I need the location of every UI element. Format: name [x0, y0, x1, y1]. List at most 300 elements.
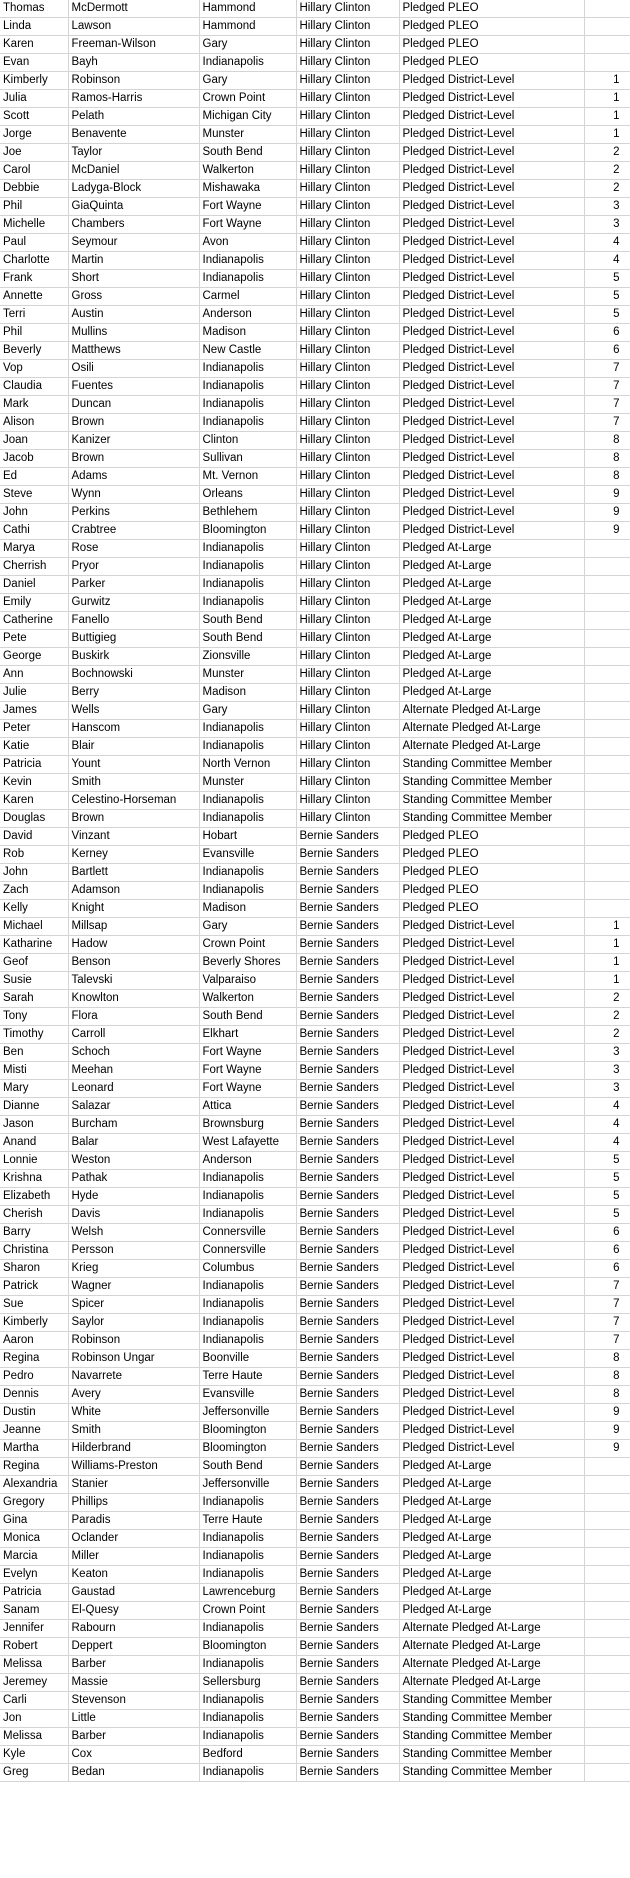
first-name-cell[interactable]: Geof	[0, 954, 68, 972]
last-name-cell[interactable]: Kanizer	[68, 432, 199, 450]
delegate-type-cell[interactable]: Pledged District-Level	[399, 108, 584, 126]
city-cell[interactable]: Connersville	[199, 1224, 296, 1242]
last-name-cell[interactable]: Martin	[68, 252, 199, 270]
city-cell[interactable]: South Bend	[199, 1458, 296, 1476]
delegate-type-cell[interactable]: Pledged District-Level	[399, 360, 584, 378]
candidate-cell[interactable]: Bernie Sanders	[296, 1260, 399, 1278]
city-cell[interactable]: Bloomington	[199, 1422, 296, 1440]
last-name-cell[interactable]: Wagner	[68, 1278, 199, 1296]
delegate-type-cell[interactable]: Pledged District-Level	[399, 1116, 584, 1134]
delegate-type-cell[interactable]: Alternate Pledged At-Large	[399, 1674, 584, 1692]
city-cell[interactable]: Crown Point	[199, 936, 296, 954]
last-name-cell[interactable]: Ramos-Harris	[68, 90, 199, 108]
district-cell[interactable]	[584, 900, 630, 918]
candidate-cell[interactable]: Hillary Clinton	[296, 324, 399, 342]
delegate-type-cell[interactable]: Pledged At-Large	[399, 1530, 584, 1548]
district-cell[interactable]: 3	[584, 1080, 630, 1098]
district-cell[interactable]: 1	[584, 72, 630, 90]
last-name-cell[interactable]: Keaton	[68, 1566, 199, 1584]
delegate-type-cell[interactable]: Pledged At-Large	[399, 1512, 584, 1530]
delegate-type-cell[interactable]: Pledged At-Large	[399, 1548, 584, 1566]
candidate-cell[interactable]: Bernie Sanders	[296, 900, 399, 918]
city-cell[interactable]: Crown Point	[199, 90, 296, 108]
delegate-type-cell[interactable]: Pledged At-Large	[399, 1494, 584, 1512]
district-cell[interactable]	[584, 774, 630, 792]
candidate-cell[interactable]: Bernie Sanders	[296, 1278, 399, 1296]
delegate-type-cell[interactable]: Pledged District-Level	[399, 216, 584, 234]
candidate-cell[interactable]: Hillary Clinton	[296, 36, 399, 54]
city-cell[interactable]: Indianapolis	[199, 1620, 296, 1638]
delegate-type-cell[interactable]: Pledged District-Level	[399, 324, 584, 342]
city-cell[interactable]: Sellersburg	[199, 1674, 296, 1692]
city-cell[interactable]: Indianapolis	[199, 54, 296, 72]
delegate-type-cell[interactable]: Alternate Pledged At-Large	[399, 1620, 584, 1638]
city-cell[interactable]: Munster	[199, 126, 296, 144]
candidate-cell[interactable]: Bernie Sanders	[296, 1674, 399, 1692]
city-cell[interactable]: Indianapolis	[199, 720, 296, 738]
city-cell[interactable]: Indianapolis	[199, 1494, 296, 1512]
district-cell[interactable]	[584, 1566, 630, 1584]
city-cell[interactable]: Gary	[199, 918, 296, 936]
delegate-type-cell[interactable]: Pledged District-Level	[399, 1188, 584, 1206]
first-name-cell[interactable]: Krishna	[0, 1170, 68, 1188]
city-cell[interactable]: Bedford	[199, 1746, 296, 1764]
candidate-cell[interactable]: Hillary Clinton	[296, 234, 399, 252]
last-name-cell[interactable]: Adamson	[68, 882, 199, 900]
last-name-cell[interactable]: Carroll	[68, 1026, 199, 1044]
candidate-cell[interactable]: Hillary Clinton	[296, 792, 399, 810]
last-name-cell[interactable]: Fanello	[68, 612, 199, 630]
city-cell[interactable]: Bloomington	[199, 1440, 296, 1458]
candidate-cell[interactable]: Bernie Sanders	[296, 1692, 399, 1710]
city-cell[interactable]: Jeffersonville	[199, 1404, 296, 1422]
delegate-type-cell[interactable]: Standing Committee Member	[399, 1728, 584, 1746]
delegate-type-cell[interactable]: Pledged District-Level	[399, 1044, 584, 1062]
first-name-cell[interactable]: Charlotte	[0, 252, 68, 270]
city-cell[interactable]: Zionsville	[199, 648, 296, 666]
district-cell[interactable]	[584, 792, 630, 810]
delegate-type-cell[interactable]: Pledged PLEO	[399, 846, 584, 864]
delegate-type-cell[interactable]: Pledged District-Level	[399, 1170, 584, 1188]
first-name-cell[interactable]: Evelyn	[0, 1566, 68, 1584]
first-name-cell[interactable]: Kevin	[0, 774, 68, 792]
last-name-cell[interactable]: Avery	[68, 1386, 199, 1404]
district-cell[interactable]: 1	[584, 972, 630, 990]
delegate-type-cell[interactable]: Pledged District-Level	[399, 450, 584, 468]
last-name-cell[interactable]: Matthews	[68, 342, 199, 360]
city-cell[interactable]: Indianapolis	[199, 864, 296, 882]
last-name-cell[interactable]: Pelath	[68, 108, 199, 126]
first-name-cell[interactable]: Jorge	[0, 126, 68, 144]
last-name-cell[interactable]: Persson	[68, 1242, 199, 1260]
delegate-type-cell[interactable]: Pledged District-Level	[399, 72, 584, 90]
district-cell[interactable]: 6	[584, 1242, 630, 1260]
candidate-cell[interactable]: Hillary Clinton	[296, 126, 399, 144]
district-cell[interactable]	[584, 1494, 630, 1512]
city-cell[interactable]: Indianapolis	[199, 1170, 296, 1188]
city-cell[interactable]: West Lafayette	[199, 1134, 296, 1152]
first-name-cell[interactable]: Zach	[0, 882, 68, 900]
delegate-type-cell[interactable]: Pledged District-Level	[399, 396, 584, 414]
city-cell[interactable]: Columbus	[199, 1260, 296, 1278]
first-name-cell[interactable]: Kimberly	[0, 72, 68, 90]
first-name-cell[interactable]: Jeremey	[0, 1674, 68, 1692]
candidate-cell[interactable]: Bernie Sanders	[296, 1314, 399, 1332]
district-cell[interactable]: 5	[584, 1152, 630, 1170]
candidate-cell[interactable]: Hillary Clinton	[296, 450, 399, 468]
delegate-type-cell[interactable]: Pledged District-Level	[399, 378, 584, 396]
last-name-cell[interactable]: Leonard	[68, 1080, 199, 1098]
last-name-cell[interactable]: Balar	[68, 1134, 199, 1152]
city-cell[interactable]: Mishawaka	[199, 180, 296, 198]
candidate-cell[interactable]: Bernie Sanders	[296, 1206, 399, 1224]
city-cell[interactable]: New Castle	[199, 342, 296, 360]
first-name-cell[interactable]: Marcia	[0, 1548, 68, 1566]
delegate-type-cell[interactable]: Pledged District-Level	[399, 522, 584, 540]
last-name-cell[interactable]: Robinson	[68, 72, 199, 90]
delegate-type-cell[interactable]: Pledged District-Level	[399, 1026, 584, 1044]
district-cell[interactable]: 2	[584, 1008, 630, 1026]
delegate-type-cell[interactable]: Pledged PLEO	[399, 54, 584, 72]
city-cell[interactable]: Gary	[199, 72, 296, 90]
candidate-cell[interactable]: Hillary Clinton	[296, 288, 399, 306]
candidate-cell[interactable]: Hillary Clinton	[296, 54, 399, 72]
district-cell[interactable]: 5	[584, 270, 630, 288]
first-name-cell[interactable]: Kyle	[0, 1746, 68, 1764]
delegate-type-cell[interactable]: Standing Committee Member	[399, 774, 584, 792]
last-name-cell[interactable]: McDaniel	[68, 162, 199, 180]
district-cell[interactable]	[584, 594, 630, 612]
district-cell[interactable]: 3	[584, 216, 630, 234]
last-name-cell[interactable]: Osili	[68, 360, 199, 378]
delegate-type-cell[interactable]: Pledged At-Large	[399, 576, 584, 594]
candidate-cell[interactable]: Hillary Clinton	[296, 0, 399, 18]
last-name-cell[interactable]: Buttigieg	[68, 630, 199, 648]
candidate-cell[interactable]: Bernie Sanders	[296, 1548, 399, 1566]
first-name-cell[interactable]: George	[0, 648, 68, 666]
district-cell[interactable]: 7	[584, 396, 630, 414]
district-cell[interactable]	[584, 54, 630, 72]
delegate-type-cell[interactable]: Pledged PLEO	[399, 18, 584, 36]
last-name-cell[interactable]: Taylor	[68, 144, 199, 162]
first-name-cell[interactable]: Daniel	[0, 576, 68, 594]
candidate-cell[interactable]: Hillary Clinton	[296, 252, 399, 270]
last-name-cell[interactable]: Smith	[68, 774, 199, 792]
last-name-cell[interactable]: Robinson Ungar	[68, 1350, 199, 1368]
district-cell[interactable]	[584, 720, 630, 738]
first-name-cell[interactable]: Emily	[0, 594, 68, 612]
delegate-type-cell[interactable]: Pledged PLEO	[399, 36, 584, 54]
district-cell[interactable]: 6	[584, 1224, 630, 1242]
district-cell[interactable]	[584, 1620, 630, 1638]
last-name-cell[interactable]: Bochnowski	[68, 666, 199, 684]
last-name-cell[interactable]: GiaQuinta	[68, 198, 199, 216]
district-cell[interactable]	[584, 1638, 630, 1656]
district-cell[interactable]: 7	[584, 378, 630, 396]
district-cell[interactable]: 8	[584, 432, 630, 450]
district-cell[interactable]	[584, 882, 630, 900]
candidate-cell[interactable]: Hillary Clinton	[296, 666, 399, 684]
last-name-cell[interactable]: Perkins	[68, 504, 199, 522]
city-cell[interactable]: Orleans	[199, 486, 296, 504]
last-name-cell[interactable]: Cox	[68, 1746, 199, 1764]
candidate-cell[interactable]: Hillary Clinton	[296, 414, 399, 432]
candidate-cell[interactable]: Bernie Sanders	[296, 972, 399, 990]
delegate-type-cell[interactable]: Pledged District-Level	[399, 1422, 584, 1440]
delegate-type-cell[interactable]: Standing Committee Member	[399, 1764, 584, 1782]
city-cell[interactable]: Indianapolis	[199, 558, 296, 576]
district-cell[interactable]: 3	[584, 198, 630, 216]
district-cell[interactable]	[584, 612, 630, 630]
last-name-cell[interactable]: Hadow	[68, 936, 199, 954]
delegate-type-cell[interactable]: Pledged At-Large	[399, 1458, 584, 1476]
candidate-cell[interactable]: Bernie Sanders	[296, 1044, 399, 1062]
city-cell[interactable]: Indianapolis	[199, 378, 296, 396]
first-name-cell[interactable]: Dennis	[0, 1386, 68, 1404]
candidate-cell[interactable]: Hillary Clinton	[296, 648, 399, 666]
district-cell[interactable]: 7	[584, 1296, 630, 1314]
delegate-type-cell[interactable]: Pledged At-Large	[399, 1602, 584, 1620]
district-cell[interactable]: 2	[584, 990, 630, 1008]
district-cell[interactable]: 8	[584, 468, 630, 486]
last-name-cell[interactable]: Stanier	[68, 1476, 199, 1494]
delegate-type-cell[interactable]: Pledged At-Large	[399, 1476, 584, 1494]
candidate-cell[interactable]: Bernie Sanders	[296, 936, 399, 954]
first-name-cell[interactable]: Gregory	[0, 1494, 68, 1512]
first-name-cell[interactable]: Thomas	[0, 0, 68, 18]
city-cell[interactable]: Connersville	[199, 1242, 296, 1260]
city-cell[interactable]: Indianapolis	[199, 1728, 296, 1746]
candidate-cell[interactable]: Bernie Sanders	[296, 828, 399, 846]
first-name-cell[interactable]: Sharon	[0, 1260, 68, 1278]
first-name-cell[interactable]: Frank	[0, 270, 68, 288]
delegate-type-cell[interactable]: Pledged District-Level	[399, 144, 584, 162]
district-cell[interactable]: 1	[584, 954, 630, 972]
candidate-cell[interactable]: Hillary Clinton	[296, 216, 399, 234]
district-cell[interactable]	[584, 1476, 630, 1494]
candidate-cell[interactable]: Bernie Sanders	[296, 1728, 399, 1746]
district-cell[interactable]: 2	[584, 180, 630, 198]
candidate-cell[interactable]: Bernie Sanders	[296, 1566, 399, 1584]
last-name-cell[interactable]: Talevski	[68, 972, 199, 990]
first-name-cell[interactable]: John	[0, 504, 68, 522]
city-cell[interactable]: Jeffersonville	[199, 1476, 296, 1494]
first-name-cell[interactable]: Vop	[0, 360, 68, 378]
last-name-cell[interactable]: Flora	[68, 1008, 199, 1026]
first-name-cell[interactable]: Melissa	[0, 1656, 68, 1674]
first-name-cell[interactable]: Cherish	[0, 1206, 68, 1224]
first-name-cell[interactable]: Regina	[0, 1350, 68, 1368]
first-name-cell[interactable]: Jennifer	[0, 1620, 68, 1638]
city-cell[interactable]: Indianapolis	[199, 576, 296, 594]
last-name-cell[interactable]: Bedan	[68, 1764, 199, 1782]
city-cell[interactable]: Indianapolis	[199, 810, 296, 828]
candidate-cell[interactable]: Hillary Clinton	[296, 630, 399, 648]
last-name-cell[interactable]: Meehan	[68, 1062, 199, 1080]
city-cell[interactable]: Clinton	[199, 432, 296, 450]
candidate-cell[interactable]: Hillary Clinton	[296, 432, 399, 450]
last-name-cell[interactable]: Oclander	[68, 1530, 199, 1548]
district-cell[interactable]: 2	[584, 144, 630, 162]
delegate-type-cell[interactable]: Pledged District-Level	[399, 414, 584, 432]
district-cell[interactable]: 7	[584, 360, 630, 378]
district-cell[interactable]	[584, 864, 630, 882]
first-name-cell[interactable]: Cherrish	[0, 558, 68, 576]
last-name-cell[interactable]: Saylor	[68, 1314, 199, 1332]
first-name-cell[interactable]: Katharine	[0, 936, 68, 954]
district-cell[interactable]: 9	[584, 1404, 630, 1422]
last-name-cell[interactable]: Weston	[68, 1152, 199, 1170]
district-cell[interactable]	[584, 36, 630, 54]
delegate-type-cell[interactable]: Pledged At-Large	[399, 540, 584, 558]
district-cell[interactable]	[584, 1548, 630, 1566]
first-name-cell[interactable]: Evan	[0, 54, 68, 72]
city-cell[interactable]: Indianapolis	[199, 738, 296, 756]
city-cell[interactable]: Munster	[199, 666, 296, 684]
candidate-cell[interactable]: Bernie Sanders	[296, 882, 399, 900]
candidate-cell[interactable]: Hillary Clinton	[296, 522, 399, 540]
last-name-cell[interactable]: Duncan	[68, 396, 199, 414]
delegate-type-cell[interactable]: Pledged At-Large	[399, 594, 584, 612]
candidate-cell[interactable]: Bernie Sanders	[296, 1710, 399, 1728]
city-cell[interactable]: Indianapolis	[199, 252, 296, 270]
delegate-type-cell[interactable]: Pledged District-Level	[399, 1134, 584, 1152]
first-name-cell[interactable]: Carol	[0, 162, 68, 180]
delegate-type-cell[interactable]: Pledged PLEO	[399, 0, 584, 18]
city-cell[interactable]: Walkerton	[199, 990, 296, 1008]
last-name-cell[interactable]: Lawson	[68, 18, 199, 36]
delegate-type-cell[interactable]: Pledged District-Level	[399, 162, 584, 180]
delegate-type-cell[interactable]: Pledged At-Large	[399, 1584, 584, 1602]
last-name-cell[interactable]: Schoch	[68, 1044, 199, 1062]
district-cell[interactable]	[584, 702, 630, 720]
city-cell[interactable]: Madison	[199, 684, 296, 702]
first-name-cell[interactable]: Dianne	[0, 1098, 68, 1116]
candidate-cell[interactable]: Hillary Clinton	[296, 756, 399, 774]
district-cell[interactable]: 5	[584, 1188, 630, 1206]
last-name-cell[interactable]: Salazar	[68, 1098, 199, 1116]
delegate-type-cell[interactable]: Pledged District-Level	[399, 954, 584, 972]
delegate-type-cell[interactable]: Pledged District-Level	[399, 918, 584, 936]
last-name-cell[interactable]: Benavente	[68, 126, 199, 144]
first-name-cell[interactable]: James	[0, 702, 68, 720]
delegate-type-cell[interactable]: Pledged District-Level	[399, 252, 584, 270]
city-cell[interactable]: Madison	[199, 324, 296, 342]
district-cell[interactable]	[584, 1764, 630, 1782]
city-cell[interactable]: Anderson	[199, 306, 296, 324]
city-cell[interactable]: Bethlehem	[199, 504, 296, 522]
delegate-type-cell[interactable]: Alternate Pledged At-Large	[399, 1638, 584, 1656]
city-cell[interactable]: Indianapolis	[199, 1656, 296, 1674]
district-cell[interactable]: 7	[584, 414, 630, 432]
candidate-cell[interactable]: Hillary Clinton	[296, 468, 399, 486]
last-name-cell[interactable]: Short	[68, 270, 199, 288]
last-name-cell[interactable]: Wynn	[68, 486, 199, 504]
first-name-cell[interactable]: David	[0, 828, 68, 846]
candidate-cell[interactable]: Hillary Clinton	[296, 360, 399, 378]
city-cell[interactable]: Fort Wayne	[199, 1062, 296, 1080]
first-name-cell[interactable]: Claudia	[0, 378, 68, 396]
first-name-cell[interactable]: Beverly	[0, 342, 68, 360]
city-cell[interactable]: Bloomington	[199, 1638, 296, 1656]
first-name-cell[interactable]: Robert	[0, 1638, 68, 1656]
city-cell[interactable]: South Bend	[199, 612, 296, 630]
district-cell[interactable]	[584, 1656, 630, 1674]
first-name-cell[interactable]: Tony	[0, 1008, 68, 1026]
first-name-cell[interactable]: Karen	[0, 792, 68, 810]
district-cell[interactable]	[584, 630, 630, 648]
candidate-cell[interactable]: Bernie Sanders	[296, 1638, 399, 1656]
first-name-cell[interactable]: Gina	[0, 1512, 68, 1530]
delegate-type-cell[interactable]: Pledged District-Level	[399, 288, 584, 306]
candidate-cell[interactable]: Bernie Sanders	[296, 990, 399, 1008]
last-name-cell[interactable]: Williams-Preston	[68, 1458, 199, 1476]
last-name-cell[interactable]: McDermott	[68, 0, 199, 18]
district-cell[interactable]: 5	[584, 1170, 630, 1188]
delegate-type-cell[interactable]: Pledged District-Level	[399, 504, 584, 522]
delegate-type-cell[interactable]: Pledged District-Level	[399, 126, 584, 144]
district-cell[interactable]: 9	[584, 486, 630, 504]
candidate-cell[interactable]: Bernie Sanders	[296, 1512, 399, 1530]
city-cell[interactable]: Indianapolis	[199, 1296, 296, 1314]
first-name-cell[interactable]: Scott	[0, 108, 68, 126]
district-cell[interactable]	[584, 738, 630, 756]
last-name-cell[interactable]: White	[68, 1404, 199, 1422]
city-cell[interactable]: Indianapolis	[199, 360, 296, 378]
candidate-cell[interactable]: Hillary Clinton	[296, 720, 399, 738]
first-name-cell[interactable]: Pedro	[0, 1368, 68, 1386]
candidate-cell[interactable]: Bernie Sanders	[296, 1620, 399, 1638]
delegate-type-cell[interactable]: Pledged District-Level	[399, 1440, 584, 1458]
delegate-type-cell[interactable]: Pledged At-Large	[399, 612, 584, 630]
city-cell[interactable]: Hammond	[199, 18, 296, 36]
city-cell[interactable]: North Vernon	[199, 756, 296, 774]
district-cell[interactable]: 1	[584, 936, 630, 954]
last-name-cell[interactable]: Benson	[68, 954, 199, 972]
first-name-cell[interactable]: Dustin	[0, 1404, 68, 1422]
delegate-type-cell[interactable]: Alternate Pledged At-Large	[399, 1656, 584, 1674]
last-name-cell[interactable]: Davis	[68, 1206, 199, 1224]
district-cell[interactable]	[584, 1602, 630, 1620]
district-cell[interactable]: 7	[584, 1278, 630, 1296]
district-cell[interactable]: 1	[584, 918, 630, 936]
city-cell[interactable]: Avon	[199, 234, 296, 252]
city-cell[interactable]: Indianapolis	[199, 792, 296, 810]
city-cell[interactable]: Brownsburg	[199, 1116, 296, 1134]
district-cell[interactable]: 4	[584, 1098, 630, 1116]
city-cell[interactable]: Terre Haute	[199, 1512, 296, 1530]
last-name-cell[interactable]: Krieg	[68, 1260, 199, 1278]
last-name-cell[interactable]: Little	[68, 1710, 199, 1728]
first-name-cell[interactable]: Joan	[0, 432, 68, 450]
last-name-cell[interactable]: Pryor	[68, 558, 199, 576]
city-cell[interactable]: Munster	[199, 774, 296, 792]
delegate-type-cell[interactable]: Pledged District-Level	[399, 468, 584, 486]
delegate-type-cell[interactable]: Pledged District-Level	[399, 1278, 584, 1296]
first-name-cell[interactable]: Linda	[0, 18, 68, 36]
first-name-cell[interactable]: Jason	[0, 1116, 68, 1134]
city-cell[interactable]: South Bend	[199, 144, 296, 162]
last-name-cell[interactable]: Wells	[68, 702, 199, 720]
first-name-cell[interactable]: Alison	[0, 414, 68, 432]
candidate-cell[interactable]: Bernie Sanders	[296, 1602, 399, 1620]
district-cell[interactable]: 9	[584, 1422, 630, 1440]
candidate-cell[interactable]: Bernie Sanders	[296, 1116, 399, 1134]
delegate-type-cell[interactable]: Pledged PLEO	[399, 900, 584, 918]
first-name-cell[interactable]: Joe	[0, 144, 68, 162]
last-name-cell[interactable]: Buskirk	[68, 648, 199, 666]
district-cell[interactable]: 1	[584, 108, 630, 126]
